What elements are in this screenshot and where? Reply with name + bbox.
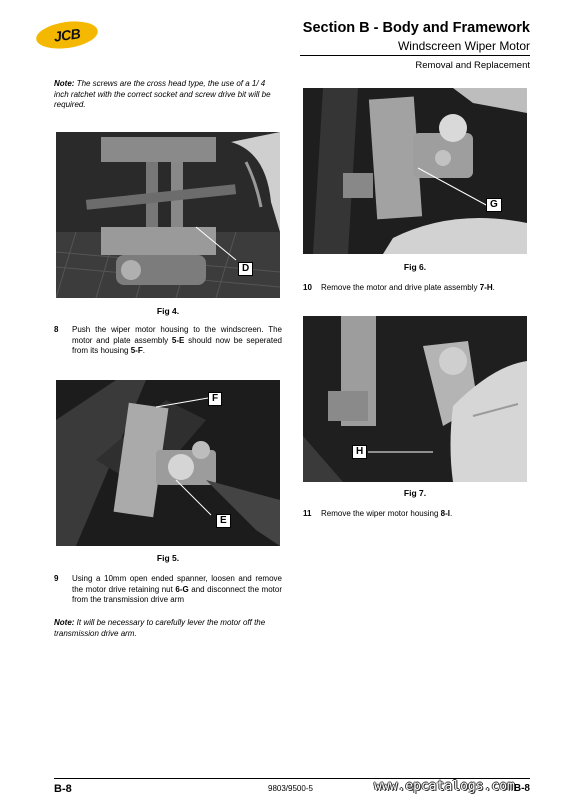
ref-7h: 7-H bbox=[479, 283, 493, 292]
ref-5f: 5-F bbox=[130, 346, 143, 355]
logo-text: JCB bbox=[52, 25, 82, 45]
fig7-label-h: H bbox=[352, 445, 367, 459]
step-9 bbox=[54, 574, 282, 606]
note-screws bbox=[54, 79, 282, 111]
step-number: 10 bbox=[303, 283, 312, 292]
fig5-label-e: E bbox=[216, 514, 231, 528]
ref-5e: 5-E bbox=[171, 335, 185, 345]
step-text: should now be seperated from its housing bbox=[72, 335, 282, 355]
fig7-caption: Fig 7. bbox=[403, 488, 427, 498]
note-text: It will be necessary to carefully lever the motor off the transmission drive arm. bbox=[54, 618, 266, 638]
step-number: 11 bbox=[303, 509, 312, 518]
page-number: B-8 bbox=[54, 783, 72, 795]
step-8 bbox=[54, 325, 282, 357]
step-text: and disconnect the motor from the transmission drive arm bbox=[72, 584, 282, 604]
fig6-label-g: G bbox=[486, 198, 502, 212]
step-text: Remove the wiper motor housing bbox=[321, 509, 441, 518]
step-text: . bbox=[492, 283, 495, 292]
fig7-photo bbox=[303, 316, 527, 482]
step-number: 9 bbox=[54, 574, 59, 583]
step-text: Push the wiper motor housing to the windscreen. The motor and plate assembly bbox=[72, 325, 282, 345]
fig5-label-f: F bbox=[208, 392, 222, 406]
step-11 bbox=[303, 509, 531, 520]
step-text: . bbox=[142, 346, 145, 355]
jcb-logo bbox=[34, 18, 99, 52]
document-number: 9803/9500-5 bbox=[268, 784, 313, 793]
fig6-photo bbox=[303, 88, 527, 254]
note-lever bbox=[54, 618, 282, 639]
note-label: Note: bbox=[54, 618, 75, 627]
watermark: www.epcatalogs.com bbox=[374, 779, 515, 794]
fig4-label-d: D bbox=[238, 262, 253, 276]
page-number-right: B-8 bbox=[513, 783, 530, 794]
note-text: The screws are the cross head type, the use of a 1/ 4 inch ratchet with the correct socket and screw drive bit will be required. bbox=[54, 79, 271, 109]
ref-8i: 8-I bbox=[440, 509, 450, 518]
fig5-caption: Fig 5. bbox=[156, 553, 180, 563]
section-subtitle: Windscreen Wiper Motor bbox=[397, 39, 530, 53]
ref-6g: 6-G bbox=[175, 584, 189, 594]
header-divider bbox=[300, 55, 530, 56]
fig4-caption: Fig 4. bbox=[156, 306, 180, 316]
section-title: Section B - Body and Framework bbox=[302, 20, 530, 36]
step-10 bbox=[303, 283, 531, 294]
subsection-label: Removal and Replacement bbox=[415, 60, 530, 71]
step-text: Remove the motor and drive plate assembly bbox=[321, 283, 480, 292]
step-text: . bbox=[449, 509, 453, 518]
note-label: Note: bbox=[54, 79, 75, 88]
step-number: 8 bbox=[54, 325, 59, 334]
fig6-caption: Fig 6. bbox=[403, 262, 427, 272]
step-text: Using a 10mm open ended spanner, loosen and remove the motor drive retaining nut bbox=[72, 574, 282, 594]
fig5-photo bbox=[56, 380, 280, 546]
